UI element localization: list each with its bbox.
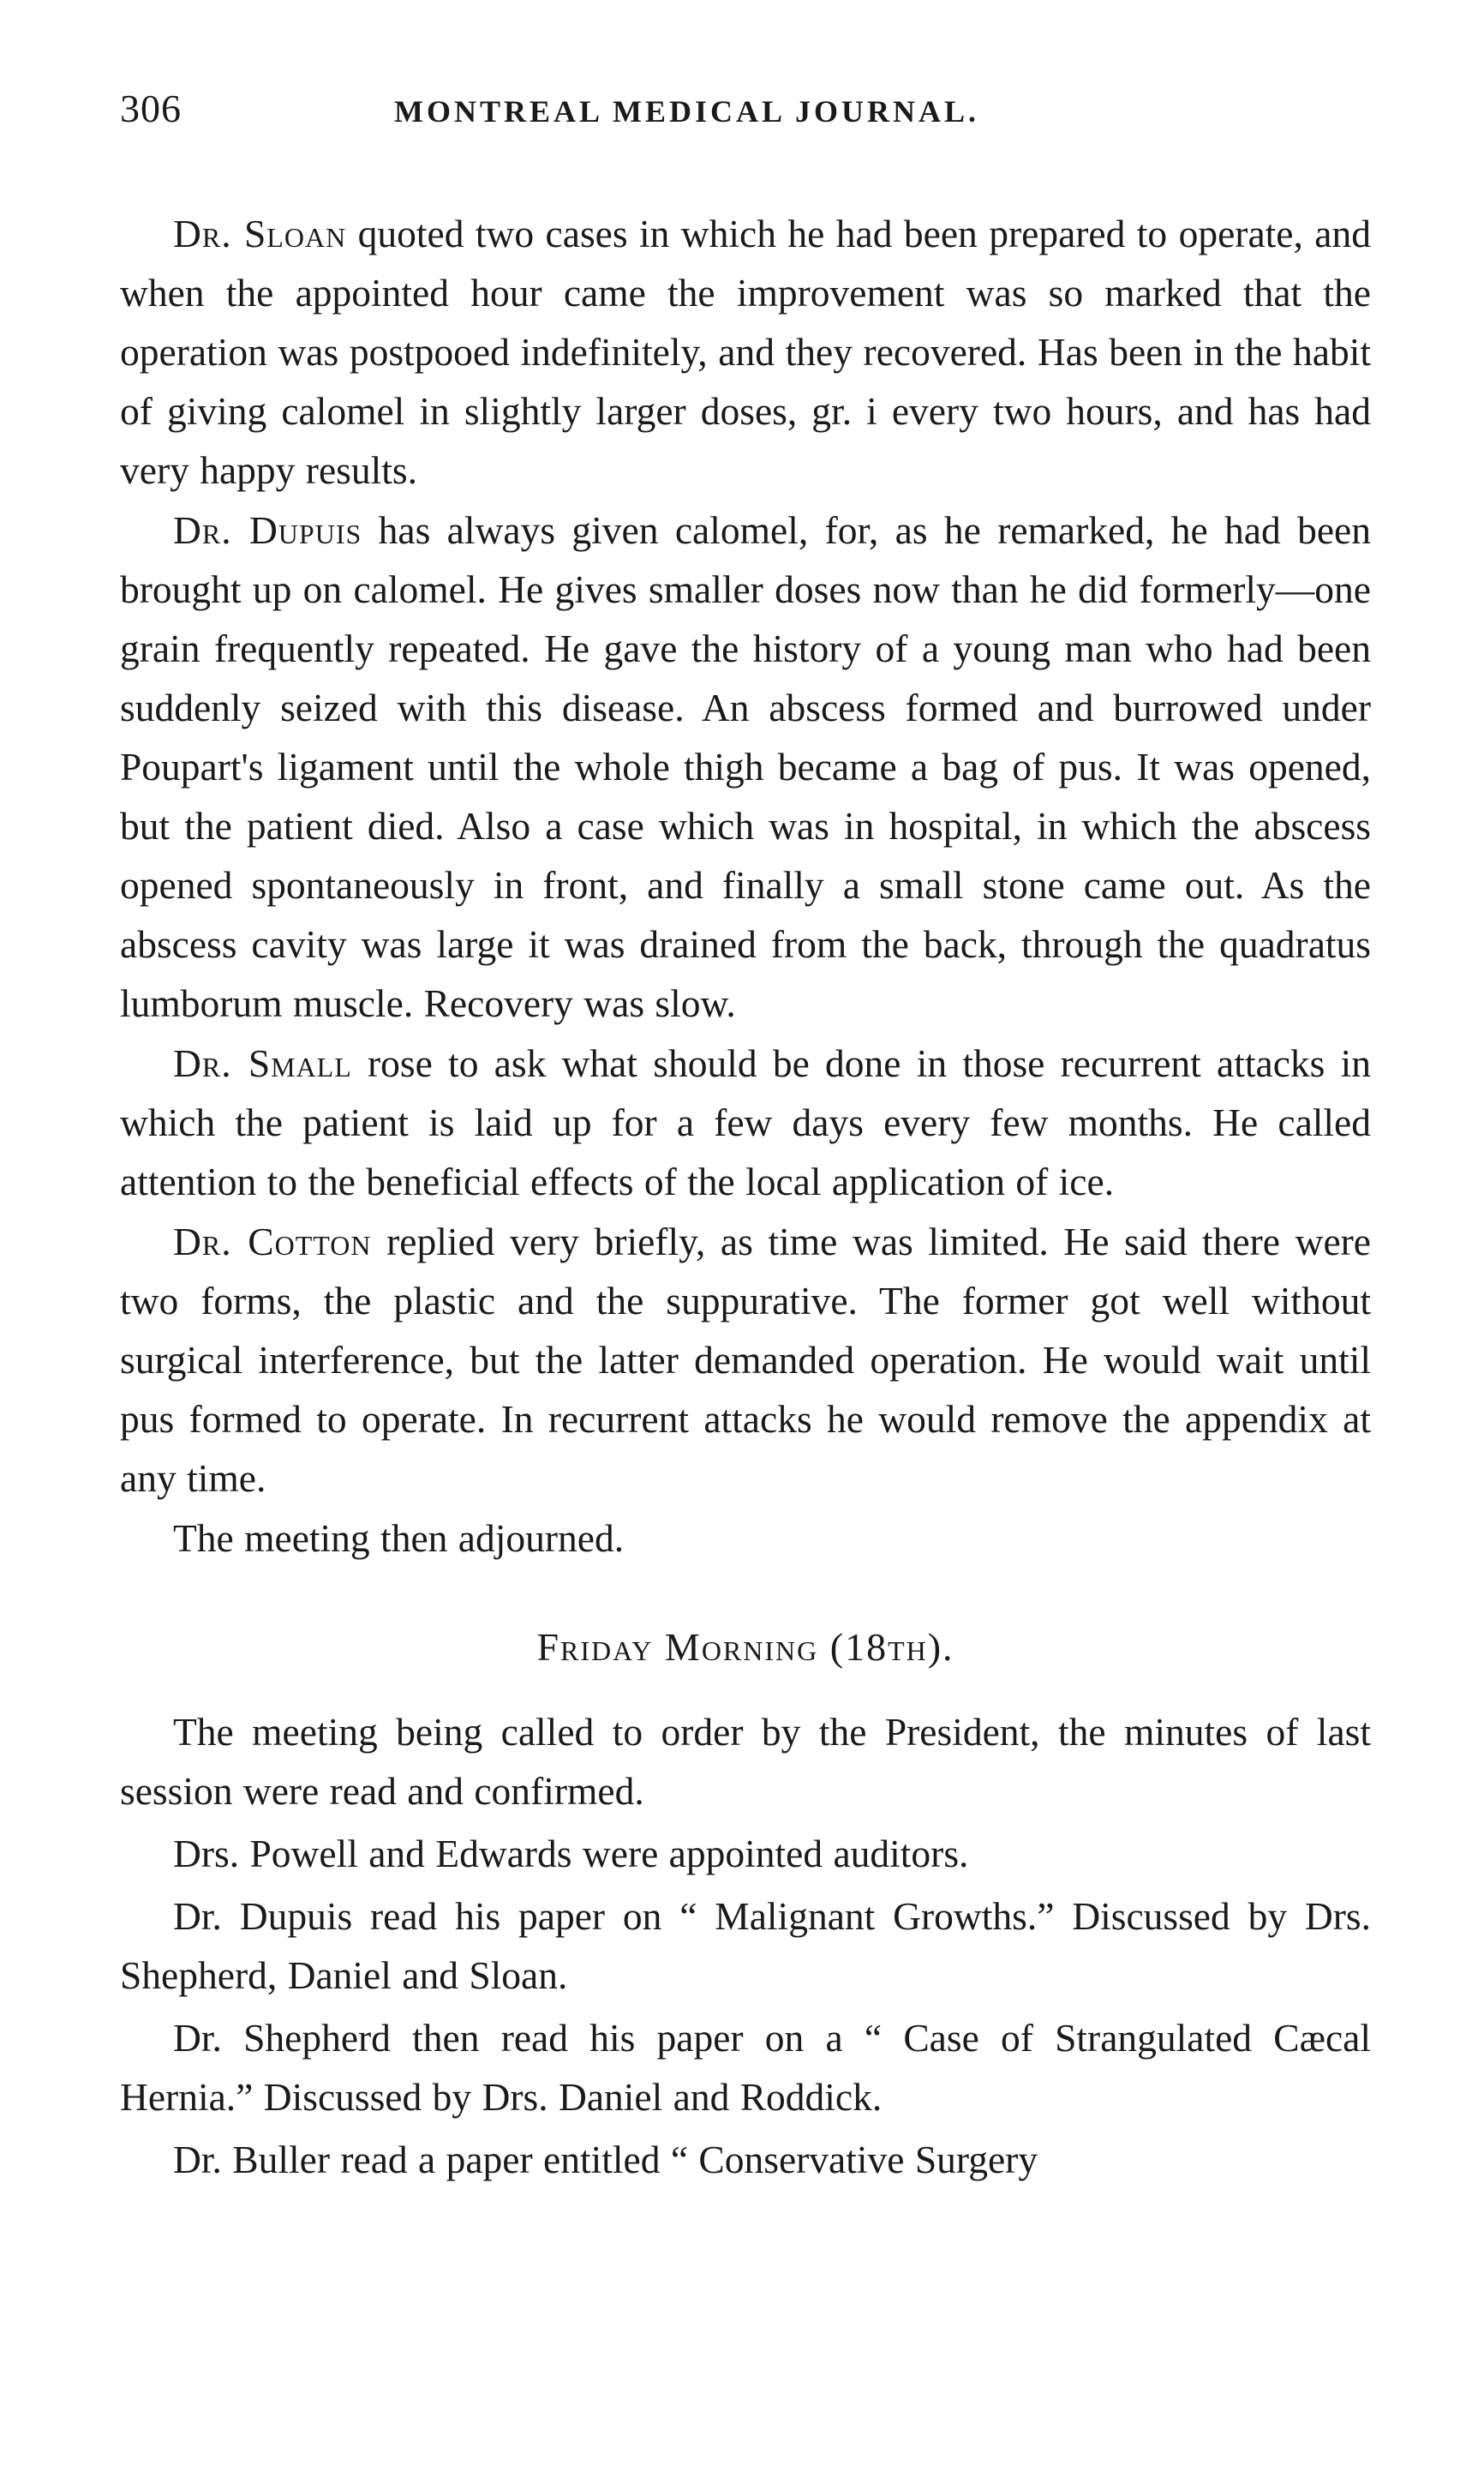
page-number: 306 bbox=[120, 87, 182, 130]
section-heading: Friday Morning (18th). bbox=[536, 1625, 954, 1669]
paragraph-cotton bbox=[120, 1212, 1371, 1508]
speaker-name: Dr. Cotton bbox=[173, 1220, 372, 1263]
paragraph-buller-paper: Dr. Buller read a paper entitled “ Conservative Surgery bbox=[173, 2138, 1038, 2181]
journal-page bbox=[120, 86, 1371, 2192]
paragraph-small bbox=[120, 1034, 1371, 1211]
paragraph-dupuis bbox=[120, 501, 1371, 1033]
paragraph-dupuis-paper: Dr. Dupuis read his paper on “ Malignant Growths.” Discussed by Drs. Shepherd, Daniel and Sloan. bbox=[120, 1894, 1371, 1997]
page-header bbox=[120, 86, 1371, 147]
paragraph-shepherd-paper: Dr. Shepherd then read his paper on a “ Case of Strangulated Cæcal Hernia.” Discussed by Drs. Daniel and Roddick. bbox=[120, 2016, 1371, 2119]
paragraph-sloan bbox=[120, 204, 1371, 500]
speaker-name: Dr. Sloan bbox=[173, 212, 347, 255]
paragraph-called-to-order: The meeting being called to order by the President, the minutes of last session were read and confirmed. bbox=[120, 1710, 1371, 1813]
paragraph-text: replied very briefly, as time was limited. He said there were two forms, the plastic and the suppurative. The former got well without surgical interference, but the latter demanded operation. He would wait until pus formed to operate. In recurrent attacks he would remove the appendix at any time. bbox=[120, 1220, 1371, 1500]
paragraph-auditors: Drs. Powell and Edwards were appointed auditors. bbox=[173, 1832, 969, 1875]
paragraph-adjourned bbox=[120, 1508, 1371, 1568]
paragraph-text: The meeting then adjourned. bbox=[173, 1516, 625, 1560]
paragraph-text: rose to ask what should be done in those recurrent attacks in which the patient is laid up for a few days every few months. He called attention to the beneficial effects of the local application of ice. bbox=[120, 1041, 1371, 1203]
running-head: MONTREAL MEDICAL JOURNAL. bbox=[394, 94, 980, 129]
speaker-name: Dr. Small bbox=[173, 1041, 352, 1085]
paragraph-text: has always given calomel, for, as he remarked, he had been brought up on calomel. He gives smaller doses now than he did formerly—one grain frequently repeated. He gave the history of a young man who had been suddenly seized with this disease. An abscess formed and burrowed under Poupart's ligament until the whole thigh became a bag of pus. It was opened, but the patient died. Also a case which was in hospital, in which the abscess opened spontaneously in front, and finally a small stone came out. As the abscess cavity was large it was drained from the back, through the quadratus lumborum muscle. Recovery was slow. bbox=[120, 508, 1372, 1025]
speaker-name: Dr. Dupuis bbox=[173, 508, 362, 552]
paragraph-text: quoted two cases in which he had been prepared to operate, and when the appointed hour came the improvement was so marked that the operation was postpooed indefinitely, and they recovered. Has been in the habit of giving calomel in slightly larger doses, gr. i every two hours, and has had very happy results. bbox=[120, 212, 1371, 492]
